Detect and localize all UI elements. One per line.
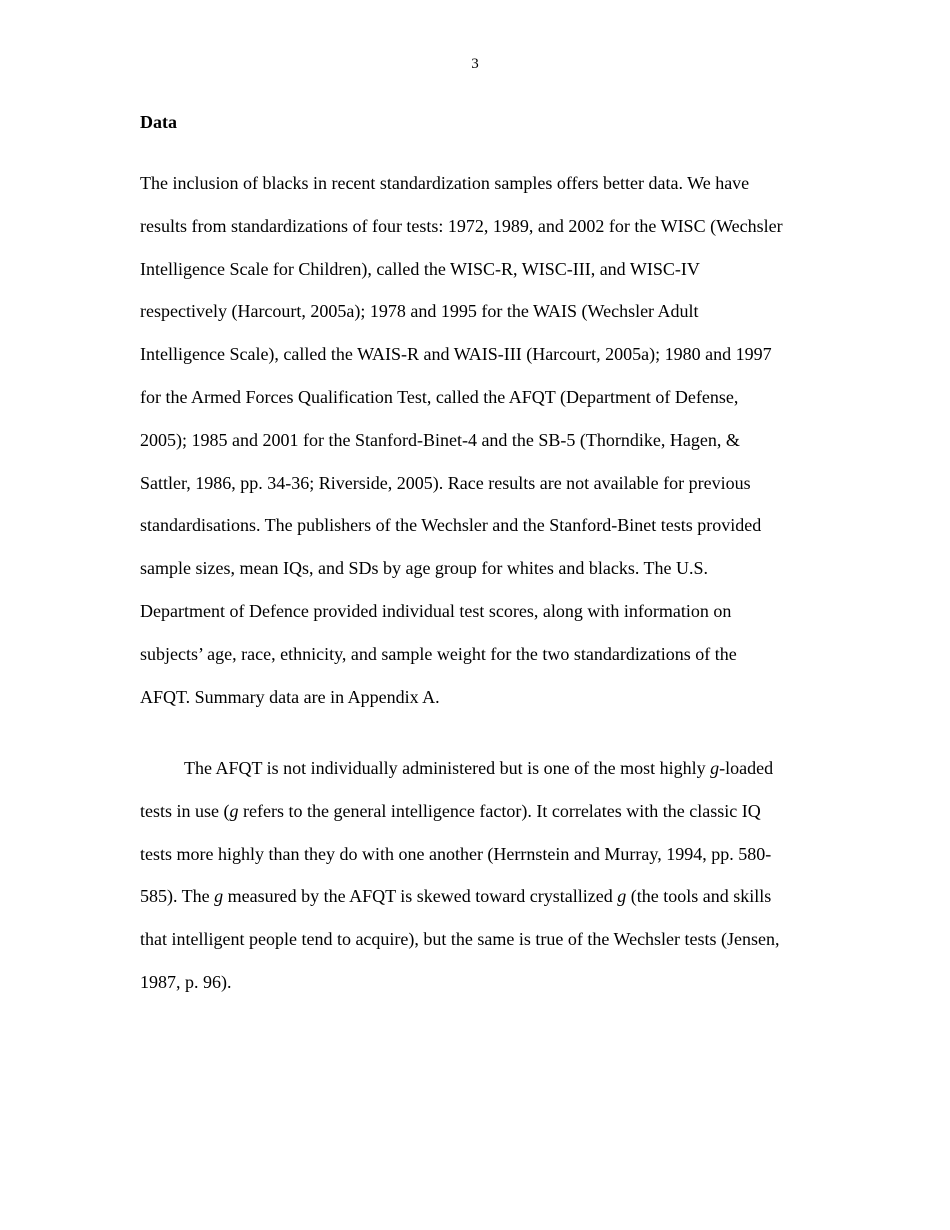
paragraph-line [140, 875, 815, 918]
paragraph-line: that intelligent people tend to acquire), but the same is true of the Wechsler tests (Jensen, [140, 929, 780, 950]
italic-g: g [229, 800, 239, 821]
italic-g: g [214, 886, 224, 907]
page-number: 3 [471, 56, 479, 72]
paragraph-line: results from standardizations of four tests: 1972, 1989, and 2002 for the WISC (Wechsler [140, 215, 783, 236]
paragraph-line: Department of Defence provided individual test scores, along with information on [140, 600, 732, 621]
text-run: 585). The [140, 886, 215, 907]
paragraph-line: 2005); 1985 and 2001 for the Stanford-Binet-4 and the SB-5 (Thorndike, Hagen, & [140, 429, 740, 450]
paragraph-data-sources [140, 162, 815, 718]
text-run: -loaded [719, 758, 774, 778]
paragraph-afqt [140, 747, 815, 1004]
text-run: measured by the AFQT is skewed toward crystallized [223, 886, 618, 907]
paragraph-line: sample sizes, mean IQs, and SDs by age group for whites and blacks. The U.S. [140, 558, 709, 579]
paragraph-line: tests more highly than they do with one another (Herrnstein and Murray, 1994, pp. 580- [140, 843, 772, 864]
text-run: (the tools and skills [626, 886, 772, 907]
paragraph-line: subjects’ age, race, ethnicity, and sample weight for the two standardizations of the [140, 643, 737, 664]
section-heading: Data [140, 112, 177, 132]
italic-g: g [710, 758, 720, 778]
text-run: tests in use ( [140, 800, 230, 821]
paragraph-line: standardisations. The publishers of the Wechsler and the Stanford-Binet tests provided [140, 515, 762, 536]
paragraph-line: 1987, p. 96). [140, 971, 232, 992]
paragraph-line: respectively (Harcourt, 2005a); 1978 and 1995 for the WAIS (Wechsler Adult [140, 301, 699, 322]
paragraph-line: for the Armed Forces Qualification Test, called the AFQT (Department of Defense, [140, 386, 739, 407]
paragraph-line [140, 790, 815, 833]
text-run: The AFQT is not individually administered but is one of the most highly [184, 758, 711, 778]
paragraph-line [140, 747, 815, 790]
paragraph-line: Intelligence Scale for Children), called the WISC-R, WISC-III, and WISC-IV [140, 258, 700, 279]
italic-g: g [617, 886, 627, 907]
paragraph-line: AFQT. Summary data are in Appendix A. [140, 686, 440, 707]
paragraph-line: The inclusion of blacks in recent standardization samples offers better data. We have [140, 173, 750, 193]
paragraph-line: Intelligence Scale), called the WAIS-R and WAIS-III (Harcourt, 2005a); 1980 and 1997 [140, 344, 772, 365]
text-run: refers to the general intelligence factor). It correlates with the classic IQ [238, 800, 761, 821]
paragraph-line: Sattler, 1986, pp. 34-36; Riverside, 2005). Race results are not available for previous [140, 472, 751, 493]
